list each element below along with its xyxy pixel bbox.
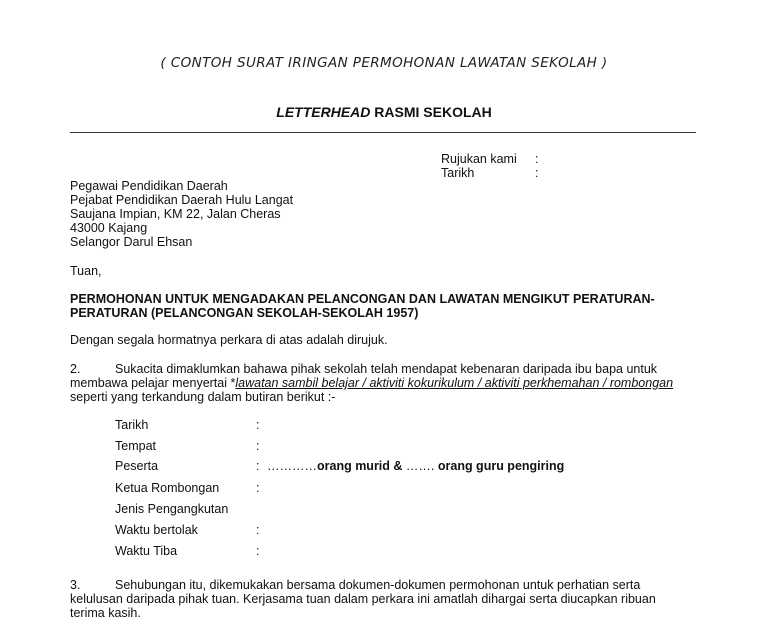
address-line: Pejabat Pendidikan Daerah Hulu Langat: [70, 193, 294, 207]
rujukan-label: Rujukan kami: [441, 152, 517, 166]
intro-text: Dengan segala hormatnya perkara di atas adalah dirujuk.: [70, 333, 388, 347]
address-line: Pegawai Pendidikan Daerah: [70, 179, 228, 193]
tarikh-ref-colon: :: [535, 166, 539, 180]
letterhead-italic: LETTERHEAD: [276, 104, 371, 120]
subject-line-1: PERMOHONAN UNTUK MENGADAKAN PELANCONGAN DAN LAWATAN MENGIKUT PERATURAN-: [70, 292, 655, 306]
detail-label-waktu-bertolak: Waktu bertolak: [115, 523, 198, 537]
para2-line-1: Sukacita dimaklumkan bahawa pihak sekolah telah mendapat kebenaran daripada ibu bapa untuk: [115, 362, 658, 376]
detail-colon: :: [256, 481, 260, 495]
detail-colon: :: [256, 459, 260, 473]
para3-number: 3.: [70, 578, 81, 592]
address-line: Saujana Impian, KM 22, Jalan Cheras: [70, 207, 281, 221]
salutation: Tuan,: [70, 264, 102, 278]
address-line: 43000 Kajang: [70, 221, 148, 235]
tarikh-ref-label: Tarikh: [441, 166, 475, 180]
detail-label-pengangkutan: Jenis Pengangkutan: [115, 502, 229, 516]
detail-colon: :: [256, 439, 260, 453]
para2-line-2-prefix: membawa pelajar menyertai *: [70, 376, 236, 390]
detail-value-peserta: [267, 459, 564, 473]
detail-label-tempat: Tempat: [115, 439, 156, 453]
murid-text: orang murid &: [317, 459, 406, 473]
document-caption: ( CONTOH SURAT IRINGAN PERMOHONAN LAWATAN SEKOLAH ): [160, 55, 608, 71]
para2-number: 2.: [70, 362, 81, 376]
letterhead-divider: [70, 132, 696, 133]
subject-line-2: PERATURAN (PELANCONGAN SEKOLAH-SEKOLAH 1957): [70, 306, 419, 320]
para3-line-1: Sehubungan itu, dikemukakan bersama dokumen-dokumen permohonan untuk perhatian serta: [115, 578, 641, 592]
dots-murid: …………: [267, 459, 317, 473]
para3-line-3: terima kasih.: [70, 606, 141, 620]
address-line: Selangor Darul Ehsan: [70, 235, 193, 249]
letterhead-title: [0, 104, 768, 120]
para3-line-2: kelulusan daripada pihak tuan. Kerjasama tuan dalam perkara ini amatlah dihargai serta diucapkan ribuan: [70, 592, 656, 606]
subject-heading: [70, 292, 655, 320]
detail-label-tarikh: Tarikh: [115, 418, 149, 432]
para2-line-3: seperti yang terkandung dalam butiran berikut :-: [70, 390, 336, 404]
detail-label-peserta: Peserta: [115, 459, 159, 473]
dots-guru: …….: [405, 459, 435, 473]
letterhead-normal: RASMI SEKOLAH: [370, 104, 492, 120]
para2-line-2: [70, 376, 673, 390]
detail-label-ketua: Ketua Rombongan: [115, 481, 220, 495]
detail-colon: :: [256, 418, 260, 432]
detail-colon: :: [256, 523, 260, 537]
detail-colon: :: [256, 544, 260, 558]
activity-options: lawatan sambil belajar / aktiviti kokurikulum / aktiviti perkhemahan / rombongan: [235, 376, 674, 390]
guru-text: orang guru pengiring: [434, 459, 565, 473]
detail-label-waktu-tiba: Waktu Tiba: [115, 544, 178, 558]
rujukan-colon: :: [535, 152, 539, 166]
